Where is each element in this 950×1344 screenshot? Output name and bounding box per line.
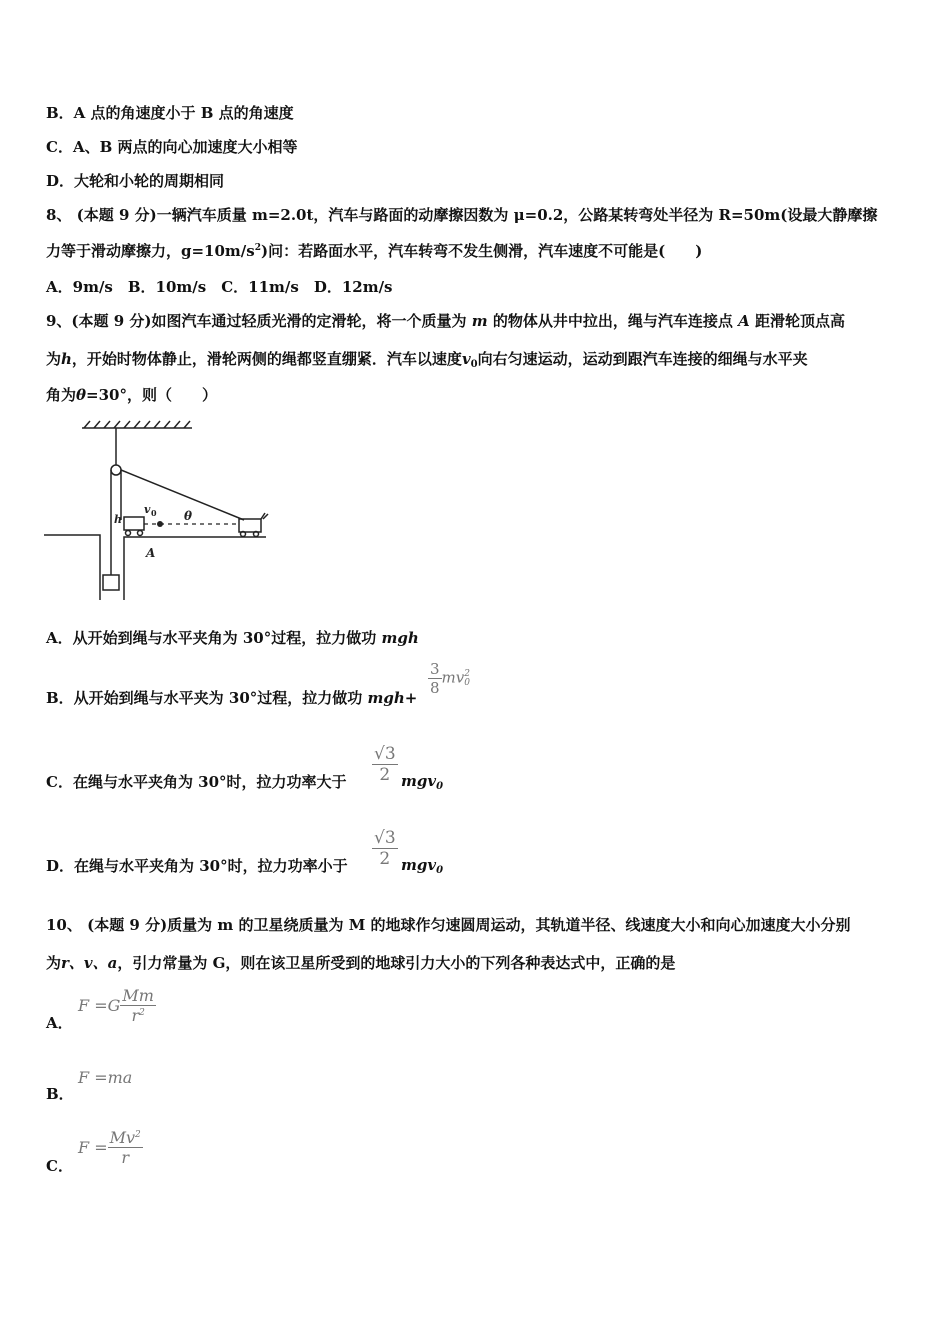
q9-option-c-power: mgv$_0$: [401, 772, 444, 792]
rope-slanted: [121, 470, 244, 520]
q10-stem-line1: 10、 (本题 9 分)质量为 m 的卫星绕质量为 M 的地球作匀速圆周运动，其轨道半径、线速度大小和向心加速度大小分别: [46, 916, 851, 934]
ground-left: [44, 535, 100, 600]
q9-stem-line2: 为h，开始时物体静止，滑轮两侧的绳都竖直绷紧．汽车以速度$v_0$向右匀速运动，运动到跟汽车连接的细绳与水平夹: [46, 350, 808, 370]
q9-option-d: D．在绳与水平夹角为 30°时，拉力功率小于: [46, 857, 348, 875]
q10-option-b-formula: F =ma: [78, 1068, 133, 1087]
label-A: A: [146, 546, 156, 560]
label-h: h: [114, 513, 122, 526]
q7-option-d: D．大轮和小轮的周期相同: [46, 172, 225, 190]
q8-options: A．9m/s B．10m/s C．11m/s D．12m/s: [46, 278, 393, 296]
q8-stem-line1: 8、 (本题 9 分)一辆汽车质量 m=2.0t，汽车与路面的动摩擦因数为 μ=0.2，公路某转弯处半径为 R=50m(设最大静摩擦: [46, 206, 878, 224]
q10-stem-line2: 为r、v、a，引力常量为 G，则在该卫星所受到的地球引力大小的下列各种表达式中，正确的是: [46, 954, 676, 972]
q10-option-b-label: B．: [46, 1085, 74, 1103]
q9-option-c-formula: $\frac{√3}{2}$: [374, 744, 396, 785]
q9-pulley-figure: [44, 420, 274, 605]
q9-option-c: C．在绳与水平夹角为 30°时，拉力功率大于: [46, 773, 347, 791]
q9-stem-line3: 角为θ=30°，则（ ）: [46, 386, 217, 404]
hanging-weight: [103, 575, 119, 590]
q7-option-c: C．A、B 两点的向心加速度大小相等: [46, 138, 298, 156]
q8-stem-line2: 力等于滑动摩擦力，$g=10m/s^2$)问：若路面水平，汽车转弯不发生侧滑，汽车速度不可能是( ): [46, 242, 703, 260]
pulley-wheel: [111, 465, 121, 475]
ceiling-hatch: [84, 421, 190, 428]
q10-option-a-label: A．: [46, 1014, 73, 1032]
q10-option-c-formula: F = $\frac{Mv^2}{r}$: [78, 1128, 141, 1167]
q9-stem-line1: 9、(本题 9 分)如图汽车通过轻质光滑的定滑轮，将一个质量为 m 的物体从井中拉出，绳与汽车连接点 A 距滑轮顶点高: [46, 312, 845, 330]
q9-option-d-power: mgv$_0$: [401, 856, 444, 876]
q9-option-d-formula: $\frac{√3}{2}$: [374, 828, 396, 869]
label-v: v: [144, 503, 151, 516]
label-theta: θ: [184, 509, 193, 523]
q9-option-b-formula: $\frac{3}{8}$ mv 2 0: [430, 660, 470, 697]
q10-option-a-formula: F =G $\frac{Mm}{r^2}$: [78, 986, 154, 1025]
q9-option-a: A．从开始到绳与水平夹角为 30°过程，拉力做功 mgh: [46, 629, 419, 647]
q7-option-b: B．A 点的角速度小于 B 点的角速度: [46, 104, 294, 122]
q9-option-b: B．从开始到绳与水平夹为 30°过程，拉力做功 mgh+: [46, 689, 418, 707]
velocity-dot: [157, 521, 163, 527]
car-final: [239, 519, 261, 532]
label-v-sub: 0: [151, 508, 157, 518]
q10-option-c-label: C．: [46, 1157, 73, 1175]
car-initial: [124, 517, 144, 530]
